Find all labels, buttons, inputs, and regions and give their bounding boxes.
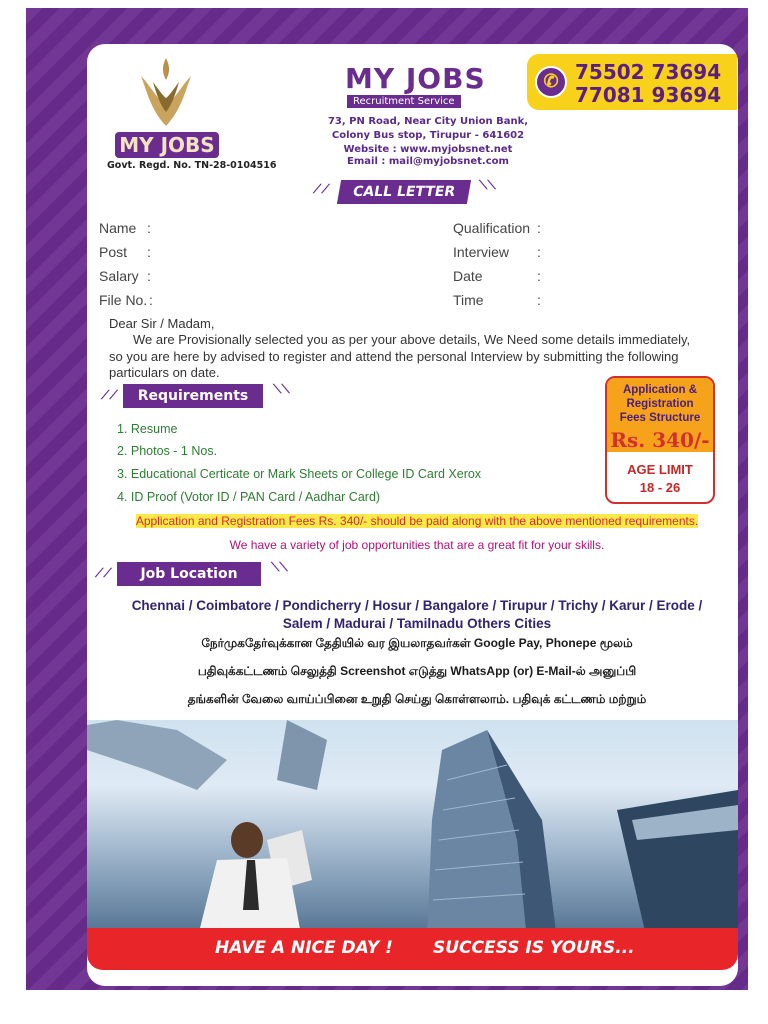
- cities-line: Chennai / Coimbatore / Pondicherry / Hosur / Bangalore / Tirupur / Trichy / Karur / Erode /: [131, 598, 703, 613]
- brand-title: MY JOBS: [345, 62, 486, 95]
- requirement-item: 1. Resume: [117, 422, 178, 436]
- age-limit-label: AGE LIMIT: [627, 462, 693, 477]
- brand-subtitle: Recruitment Service: [347, 95, 461, 108]
- field-colon: :: [149, 292, 153, 308]
- fee-label: Application &: [622, 384, 698, 396]
- requirement-item: 2. Photos - 1 Nos.: [117, 444, 218, 458]
- field-interview-label: Interview: [453, 244, 510, 260]
- salutation: Dear Sir / Madam,: [109, 316, 215, 331]
- field-colon: :: [537, 220, 541, 236]
- ribbon-rays: ⟋⟋: [101, 388, 118, 402]
- field-salary-label: Salary: [99, 268, 139, 284]
- logo-banner: MY JOBS: [115, 132, 219, 158]
- variety-text: We have a variety of job opportunities that are a great fit for your skills.: [229, 538, 605, 552]
- fee-notice: [107, 514, 727, 528]
- tamil-line: பதிவுக்கட்டணம் செலுத்தி Screenshot எடுத்து WhatsApp (or) E-Mail-ல் அனுப்பி: [197, 664, 637, 678]
- cities-line: Salem / Madurai / Tamilnadu Others Cities: [282, 616, 552, 631]
- tamil-line: தங்களின் வேலை வாய்ப்பினை உறுதி செய்து கொள்ளலாம். பதிவுக் கட்டணம் மற்றும்: [187, 692, 647, 706]
- field-post-label: Post: [99, 244, 128, 260]
- field-colon: :: [537, 268, 541, 284]
- phone-number[interactable]: 77081 93694: [575, 83, 722, 107]
- field-name-label: Name: [99, 220, 137, 236]
- address-line: 73, PN Road, Near City Union Bank,: [327, 116, 529, 127]
- field-colon: :: [147, 220, 151, 236]
- field-colon: :: [147, 268, 151, 284]
- buildings-illustration: [87, 720, 738, 940]
- phone-number[interactable]: 75502 73694: [575, 60, 722, 84]
- fee-label: Fees Structure: [619, 412, 701, 424]
- letter-sheet: [87, 44, 738, 986]
- field-colon: :: [537, 292, 541, 308]
- field-colon: :: [537, 244, 541, 260]
- letter-line: particulars on date.: [109, 365, 220, 380]
- tamil-line: நேர்முகதேர்வுக்கான தேதியில் வர இயலாதவர்கள் Google Pay, Phonepe மூலம்: [201, 636, 633, 650]
- requirement-item: 4. ID Proof (Votor ID / PAN Card / Aadhar Card): [117, 490, 381, 504]
- ribbon-rays: ⟍⟍: [271, 560, 288, 574]
- fee-structure-box: [605, 376, 715, 504]
- letter-line: so you are here by advised to register and attend the personal Interview by submitting the following: [109, 349, 679, 364]
- cityscape-photo: [87, 720, 738, 940]
- ribbon-rays: ⟍⟍: [479, 178, 496, 192]
- field-file-no-label: File No.: [99, 292, 148, 308]
- field-qualification-label: Qualification: [453, 220, 531, 236]
- address-line: Colony Bus stop, Tirupur - 641602: [331, 130, 525, 141]
- ribbon-rays: ⟋⟋: [313, 182, 330, 196]
- footer-left-text: HAVE A NICE DAY !: [215, 938, 393, 958]
- letter-line: We are Provisionally selected you as per your above details, We Need some details immediately,: [133, 332, 691, 347]
- requirements-ribbon: Requirements: [123, 384, 263, 408]
- field-colon: :: [147, 244, 151, 260]
- field-date-label: Date: [453, 268, 483, 284]
- call-letter-ribbon: CALL LETTER: [337, 180, 471, 204]
- fee-label: Registration: [626, 398, 694, 410]
- logo-icon: [133, 52, 199, 132]
- fee-amount: Rs. 340/-: [610, 428, 710, 452]
- website[interactable]: Website : www.myjobsnet.net: [343, 144, 513, 155]
- phone-icon: ✆: [535, 66, 567, 98]
- fee-notice-text: Application and Registration Fees Rs. 340/- should be paid along with the above mentioned requirements.: [135, 514, 699, 528]
- footer-bar: [87, 928, 738, 970]
- email[interactable]: Email : mail@myjobsnet.com: [347, 156, 509, 167]
- govt-registration: Govt. Regd. No. TN-28-0104516: [107, 160, 277, 171]
- page-border: [26, 8, 748, 990]
- ribbon-rays: ⟋⟋: [95, 566, 112, 580]
- ribbon-rays: ⟍⟍: [273, 382, 290, 396]
- field-time-label: Time: [453, 292, 484, 308]
- age-limit-range: 18 - 26: [639, 480, 681, 495]
- footer-right-text: SUCCESS IS YOURS...: [433, 938, 635, 958]
- job-location-ribbon: Job Location: [117, 562, 261, 586]
- requirement-item: 3. Educational Certicate or Mark Sheets or College ID Card Xerox: [117, 467, 482, 481]
